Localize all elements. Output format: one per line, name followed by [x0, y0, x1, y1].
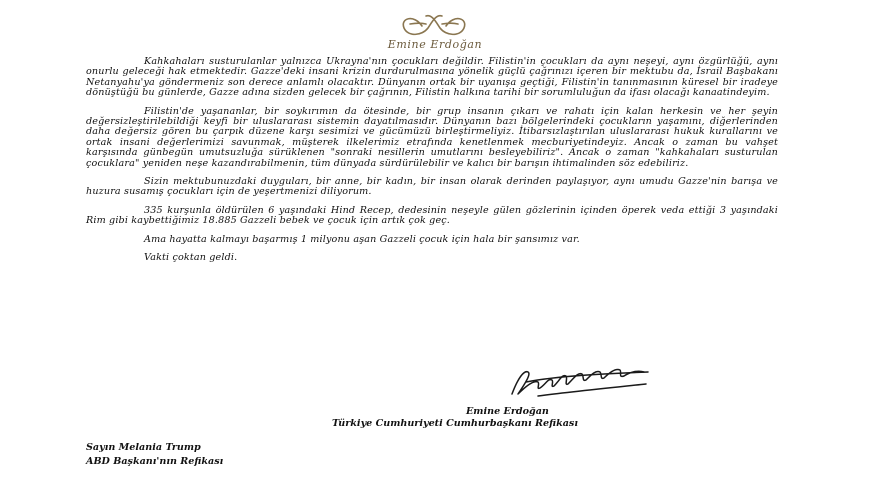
paragraph-4: 335 kurşunla öldürülen 6 yaşındaki Hind Recep, dedesinin neşeyle gülen gözlerinin içinden öperek veda ettiği 3 yaşındaki Rim gibi kaybettiğimiz 18.885 Gazzeli bebek ve çocuk için artık çok geç. — [86, 204, 778, 227]
letter-body — [86, 57, 778, 272]
signatory-title: Türkiye Cumhuriyeti Cumhurbaşkanı Refikası — [332, 418, 578, 429]
paragraph-2: Filistin'de yaşananlar, bir soykırımın da ötesinde, bir grup insanın çıkarı ve rahatı için kalan herkesin ve her şeyin değersizleştirilebildiği keyfi bir uluslararası sistemin dayatılmasıdır. Dünyanın bazı bölgelerindeki çocukların yaşamını, diğerlerinden daha değersiz gören bu çarpık düzene karşı sesimizi ve gücümüzü birleştirmeliyiz. İtibarsızlaştırılan uluslararası hukuk kurallarını ve ortak insani değerlerimizi savunmak, müşterek ilkelerimiz etrafında kenetlenmek mecburiyetindeyiz. Ancak o zaman bu vahşet karşısında günbegün umutsuzluğa sürüklenen "sonraki nesillerin umutlarını besleyebiliriz". Ancak o zaman "kahkahaları susturulan çocuklara" yeniden neşe kazandırabilmenin, tüm dünyada sürdürülebilir ve kalıcı bir barışın ihtimalinden söz edebiliriz. — [86, 105, 778, 169]
recipient-name: Sayın Melania Trump — [86, 442, 201, 453]
paragraph-6: Vakti çoktan geldi. — [144, 252, 238, 264]
signatory-name: Emine Erdoğan — [466, 406, 549, 417]
monogram-logo — [392, 6, 476, 40]
handwritten-signature — [498, 358, 658, 402]
paragraph-1: Kahkahaları susturulanlar yalnızca Ukrayna'nın çocukları değildir. Filistin'in çocukları da aynı neşeyi, aynı özgürlüğü, aynı onurlu geleceği hak etmektedir. Gazze'deki insani krizin durdurulmasına yönelik güçlü çağrınızı içeren bir mektubu da, İsrail Başbakanı Netanyahu'ya göndermeniz son derece anlamlı olacaktır. Dünyanın ortak bir uyanışa geçtiği, Filistin'in tanınmasının küresel bir iradeye dönüştüğü bu günlerde, Gazze adına sizden gelecek bir çağrının, Filistin halkına tarihi bir sorumluluğun da ifası olacağı kanaatindeyim. — [86, 56, 778, 99]
paragraph-5: Ama hayatta kalmayı başarmış 1 milyonu aşan Gazzeli çocuk için hala bir şansımız var. — [144, 233, 580, 245]
recipient-title: ABD Başkanı'nın Refikası — [86, 456, 224, 467]
paragraph-3: Sizin mektubunuzdaki duyguları, bir anne, bir kadın, bir insan olarak derinden paylaşıyor, aynı umudu Gazze'nin barışa ve huzura susamış çocukları için de yeşertmenizi diliyorum. — [86, 176, 778, 198]
letterhead-name: Emine Erdoğan — [387, 38, 483, 51]
